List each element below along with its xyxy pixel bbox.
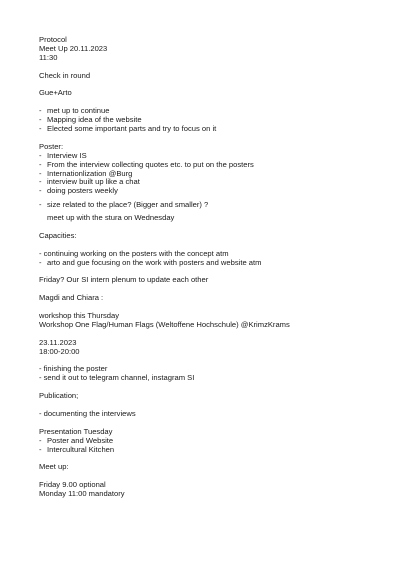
list-item: - interview built up like a chat xyxy=(39,177,140,187)
task-line: - send it out to telegram channel, instagram SI xyxy=(39,373,195,383)
list-item: - Mapping idea of the website xyxy=(39,115,142,125)
list-item: - Elected some important parts and try to focus on it xyxy=(39,124,217,134)
gue-arto-heading: Gue+Arto xyxy=(39,88,72,98)
meet-up-line: Friday 9.00 optional xyxy=(39,480,106,490)
publication-heading: Publication; xyxy=(39,391,79,401)
list-item: - doing posters weekly xyxy=(39,186,118,196)
capacities-line: - continuing working on the posters with the concept atm xyxy=(39,248,229,258)
publication-line: - documenting the interviews xyxy=(39,408,136,418)
list-item: - Poster and Website xyxy=(39,435,114,445)
friday-plenum-line: Friday? Our SI intern plenum to update each other xyxy=(39,275,209,285)
list-item: - Intercultural Kitchen xyxy=(39,444,115,454)
meeting-date: Meet Up 20.11.2023 xyxy=(39,43,108,53)
list-item: - met up to continue xyxy=(39,106,110,116)
poster-heading: Poster: xyxy=(39,141,64,151)
stura-note: meet up with the stura on Wednesday xyxy=(47,213,175,223)
list-item: - Internationlization @Burg xyxy=(39,168,133,178)
meeting-time: 11:30 xyxy=(39,52,58,62)
list-item: - From the interview collecting quotes etc. to put on the posters xyxy=(39,159,254,169)
list-item: - arto and gue focusing on the work with posters and website atm xyxy=(39,257,262,267)
meet-up-line: Monday 11:00 mandatory xyxy=(39,489,125,499)
workshop-line: workshop this Thursday xyxy=(39,311,120,321)
magdi-chiara-heading: Magdi and Chiara : xyxy=(39,293,104,303)
check-in-line: Check in round xyxy=(39,70,91,80)
list-item: - Interview IS xyxy=(39,150,87,160)
protocol-document xyxy=(39,36,369,499)
event-date: 23.11.2023 xyxy=(39,337,77,347)
task-line: - finishing the poster xyxy=(39,364,108,374)
presentation-heading: Presentation Tuesday xyxy=(39,426,113,436)
meet-up-heading: Meet up: xyxy=(39,462,69,472)
capacities-heading: Capacities: xyxy=(39,230,77,240)
list-item: - size related to the place? (Bigger and smaller) ? xyxy=(39,199,209,209)
workshop-title-line: Workshop One Flag/Human Flags (Weltoffene Hochschule) @KrimzKrams xyxy=(39,319,290,329)
event-time: 18:00-20:00 xyxy=(39,346,80,356)
doc-title: Protocol xyxy=(39,35,67,44)
